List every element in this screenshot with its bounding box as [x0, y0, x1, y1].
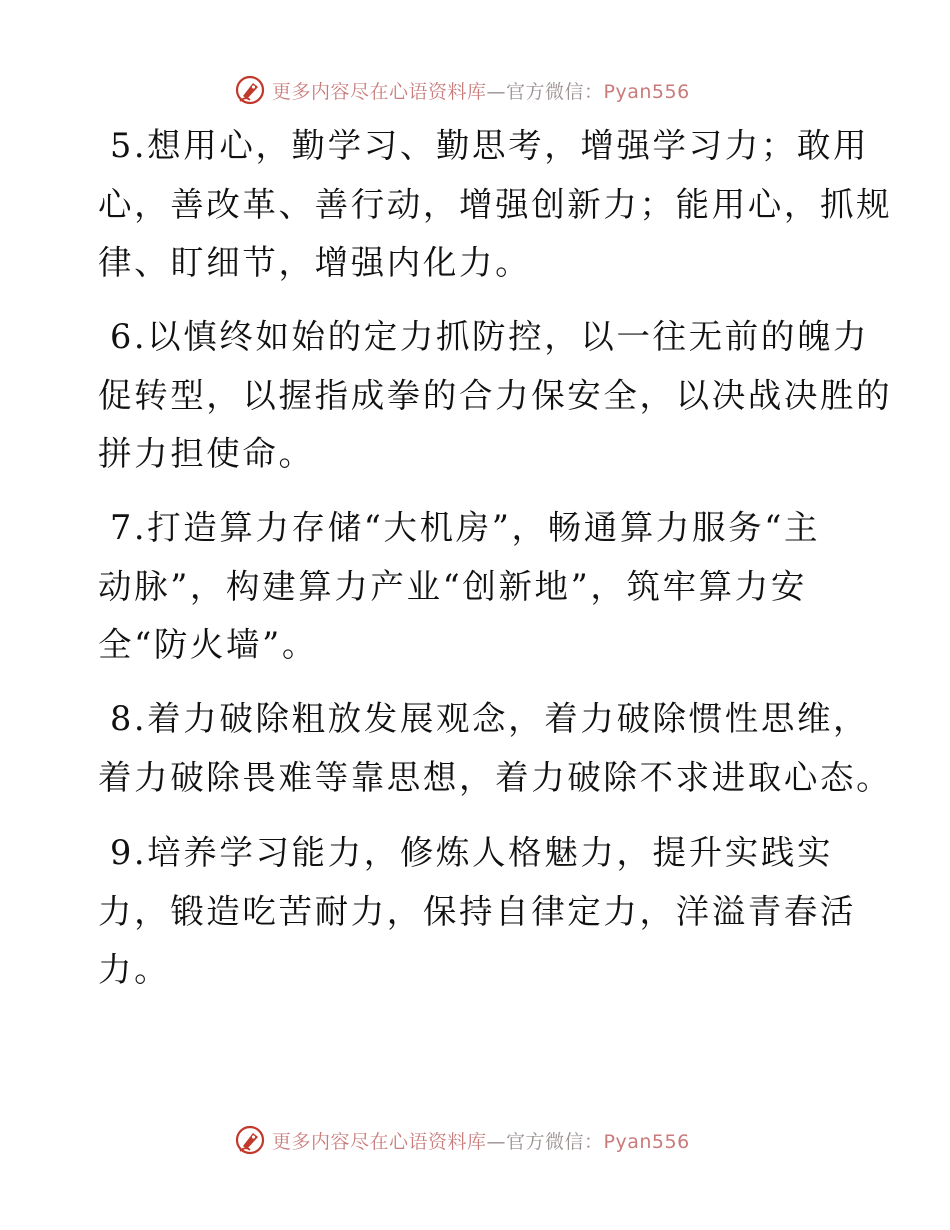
item-line: 拼力担使命。	[98, 434, 315, 473]
watermark-dash: —	[486, 80, 507, 103]
list-item	[98, 308, 893, 484]
pen-nib-icon	[234, 74, 266, 106]
watermark-dash: —	[486, 1130, 507, 1153]
watermark-wechat-id: Pyan556	[603, 80, 690, 103]
list-item	[98, 690, 893, 807]
list-item	[98, 824, 858, 1000]
pen-nib-icon	[234, 1124, 266, 1156]
footer-watermark	[234, 1123, 734, 1157]
watermark-text	[272, 1127, 690, 1154]
watermark-main: 更多内容尽在心语资料库	[272, 1130, 487, 1153]
item-line: 全“防火墙”。	[98, 625, 318, 664]
watermark-main: 更多内容尽在心语资料库	[272, 80, 487, 103]
item-line: 心，善改革、善行动，增强创新力；能用心，抓规	[98, 184, 893, 224]
item-line: 律、盯细节，增强内化力。	[98, 243, 532, 282]
item-line: 9.培养学习能力，修炼人格魅力，提升实践实	[110, 833, 834, 872]
item-line: 着力破除畏难等靠思想，着力破除不求进取心态。	[98, 757, 893, 797]
item-line: 6.以慎终如始的定力抓防控，以一往无前的魄力	[110, 317, 870, 356]
item-line: 动脉”，构建算力产业“创新地”，筑牢算力安	[98, 566, 807, 606]
item-line: 5.想用心，勤学习、勤思考，增强学习力；敢用	[110, 126, 870, 165]
header-watermark	[234, 73, 734, 107]
list-item	[98, 117, 893, 293]
item-line: 力，锻造吃苦耐力，保持自律定力，洋溢青春活	[98, 891, 857, 931]
watermark-wechat-label: 官方微信：	[506, 1130, 604, 1153]
watermark-wechat-id: Pyan556	[603, 1130, 690, 1153]
item-line: 促转型，以握指成拳的合力保安全，以决战决胜的	[98, 375, 893, 415]
watermark-wechat-label: 官方微信：	[506, 80, 604, 103]
item-line: 7.打造算力存储“大机房”，畅通算力服务“主	[110, 508, 821, 547]
item-line: 力。	[98, 950, 171, 989]
list-item	[98, 499, 858, 675]
item-line: 8.着力破除粗放发展观念，着力破除惯性思维，	[110, 699, 870, 738]
watermark-text	[272, 77, 690, 104]
